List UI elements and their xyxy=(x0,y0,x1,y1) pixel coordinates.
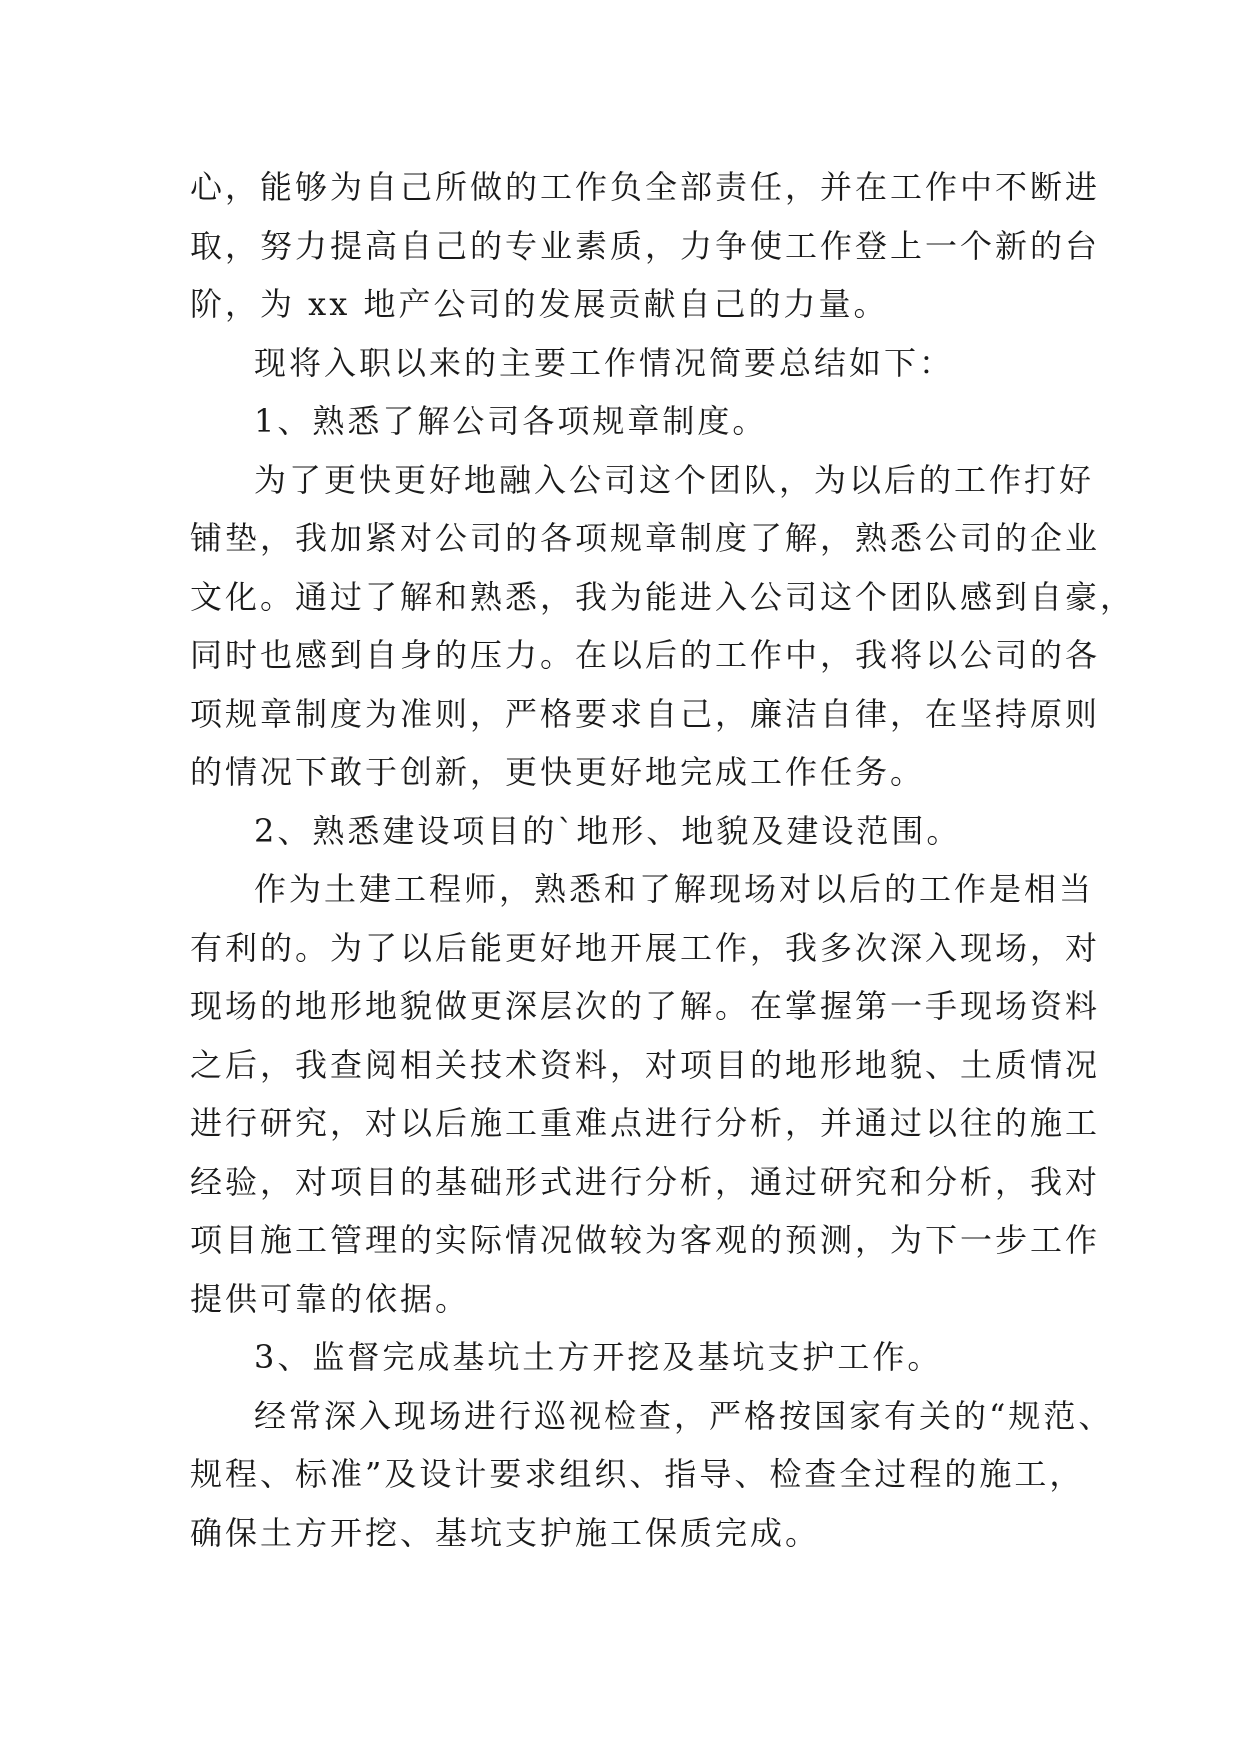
body-line: 现场的地形地貌做更深层次的了解。在掌握第一手现场资料 xyxy=(190,987,1101,1025)
body-line: 有利的。为了以后能更好地开展工作，我多次深入现场，对 xyxy=(190,928,1101,967)
body-line: 作为土建工程师，熟悉和了解现场对以后的工作是相当 xyxy=(254,870,1095,908)
body-line: 为了更快更好地融入公司这个团队，为以后的工作打好 xyxy=(254,460,1095,499)
body-line: 取，努力提高自己的专业素质，力争使工作登上一个新的台 xyxy=(190,226,1101,265)
body-line: 经常深入现场进行巡视检查，严格按国家有关的“规范、 xyxy=(254,1396,1114,1435)
section-heading-1: 1、熟悉了解公司各项规章制度。 xyxy=(254,402,768,440)
body-line: 经验，对项目的基础形式进行分析，通过研究和分析，我对 xyxy=(190,1162,1101,1201)
body-line: 项目施工管理的实际情况做较为客观的预测，为下一步工作 xyxy=(190,1221,1101,1259)
body-line: 心，能够为自己所做的工作负全部责任，并在工作中不断进 xyxy=(190,168,1101,206)
paragraph-intro: 现将入职以来的主要工作情况简要总结如下： xyxy=(254,343,955,382)
body-line: 规程、标准”及设计要求组织、指导、检查全过程的施工， xyxy=(190,1455,1085,1493)
body-line: 铺垫，我加紧对公司的各项规章制度了解，熟悉公司的企业 xyxy=(190,519,1101,557)
document-body xyxy=(190,158,1136,1562)
body-line: 提供可靠的依据。 xyxy=(190,1279,471,1318)
body-line: 进行研究，对以后施工重难点进行分析，并通过以往的施工 xyxy=(190,1104,1101,1142)
body-line: 项规章制度为准则，严格要求自己，廉洁自律，在坚持原则 xyxy=(190,694,1101,733)
section-heading-3: 3、监督完成基坑土方开挖及基坑支护工作。 xyxy=(254,1338,943,1376)
body-line: 确保土方开挖、基坑支护施工保质完成。 xyxy=(190,1513,821,1552)
body-line: 同时也感到自身的压力。在以后的工作中，我将以公司的各 xyxy=(190,636,1101,674)
body-line: 的情况下敢于创新，更快更好地完成工作任务。 xyxy=(190,753,926,791)
section-heading-2: 2、熟悉建设项目的`地形、地貌及建设范围。 xyxy=(254,811,962,850)
body-line: 之后，我查阅相关技术资料，对项目的地形地貌、土质情况 xyxy=(190,1045,1101,1084)
body-line: 文化。通过了解和熟悉，我为能进入公司这个团队感到自豪， xyxy=(190,577,1136,616)
body-line: 阶，为 xx 地产公司的发展贡献自己的力量。 xyxy=(190,285,889,323)
